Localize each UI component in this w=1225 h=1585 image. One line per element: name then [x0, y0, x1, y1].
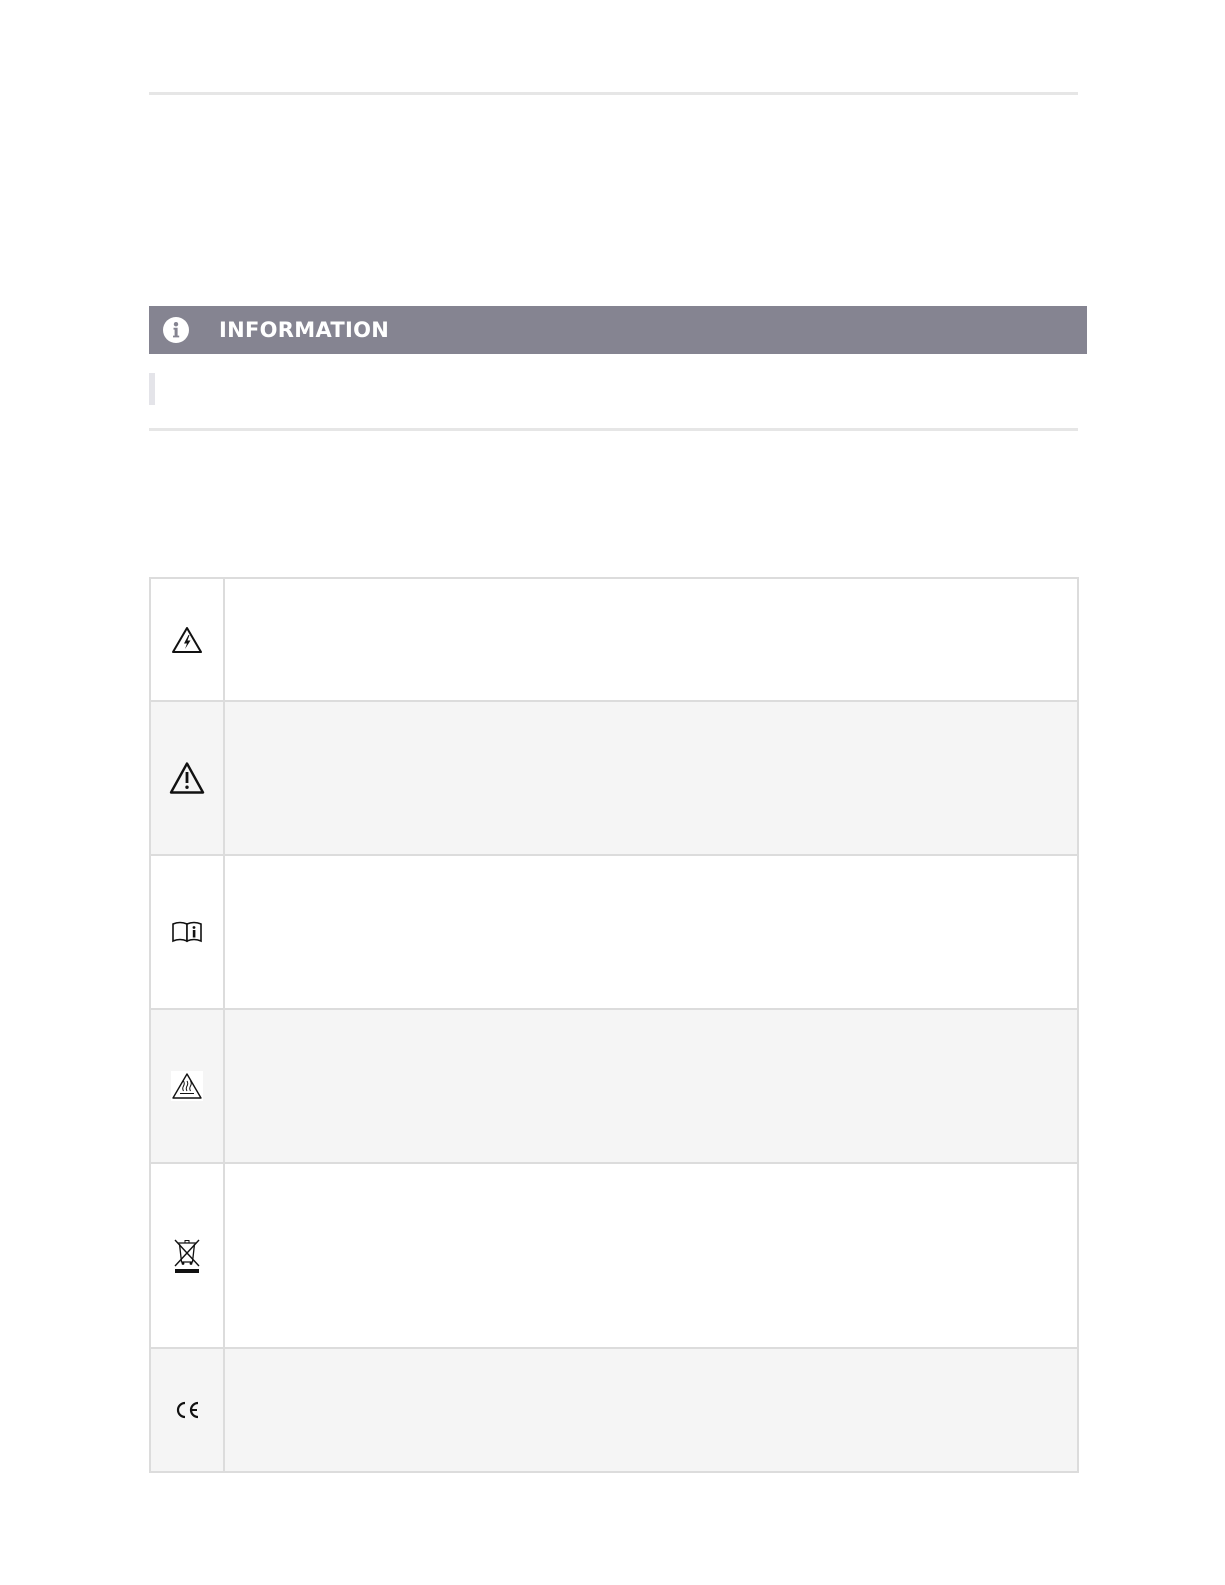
- symbol-cell: [151, 1164, 225, 1347]
- table-row: [151, 579, 1077, 700]
- information-banner: [149, 306, 1087, 354]
- ce-mark-icon: [173, 1400, 201, 1420]
- symbol-cell: [151, 702, 225, 854]
- hot-surface-icon: [171, 1071, 203, 1101]
- description-cell: [225, 1349, 1077, 1471]
- symbol-cell: [151, 856, 225, 1008]
- information-title: INFORMATION: [219, 318, 390, 342]
- description-cell: [225, 1164, 1077, 1347]
- table-row: [151, 1347, 1077, 1471]
- safety-symbols-table: [149, 577, 1079, 1473]
- general-warning-icon: [169, 761, 205, 795]
- description-cell: [225, 579, 1077, 700]
- table-row: [151, 1162, 1077, 1347]
- symbol-cell: [151, 1010, 225, 1162]
- symbol-cell: [151, 579, 225, 700]
- weee-crossed-bin-icon: [172, 1237, 202, 1275]
- description-cell: [225, 702, 1077, 854]
- description-cell: [225, 856, 1077, 1008]
- top-divider: [149, 92, 1078, 95]
- description-cell: [225, 1010, 1077, 1162]
- information-accent-bar: [149, 373, 155, 405]
- table-row: [151, 854, 1077, 1008]
- electrical-hazard-icon: [171, 626, 203, 654]
- section-divider: [149, 428, 1078, 431]
- read-manual-icon: [171, 921, 203, 943]
- information-body: [149, 373, 1078, 405]
- table-row: [151, 700, 1077, 854]
- table-row: [151, 1008, 1077, 1162]
- info-circle-icon: [163, 317, 189, 343]
- symbol-cell: [151, 1349, 225, 1471]
